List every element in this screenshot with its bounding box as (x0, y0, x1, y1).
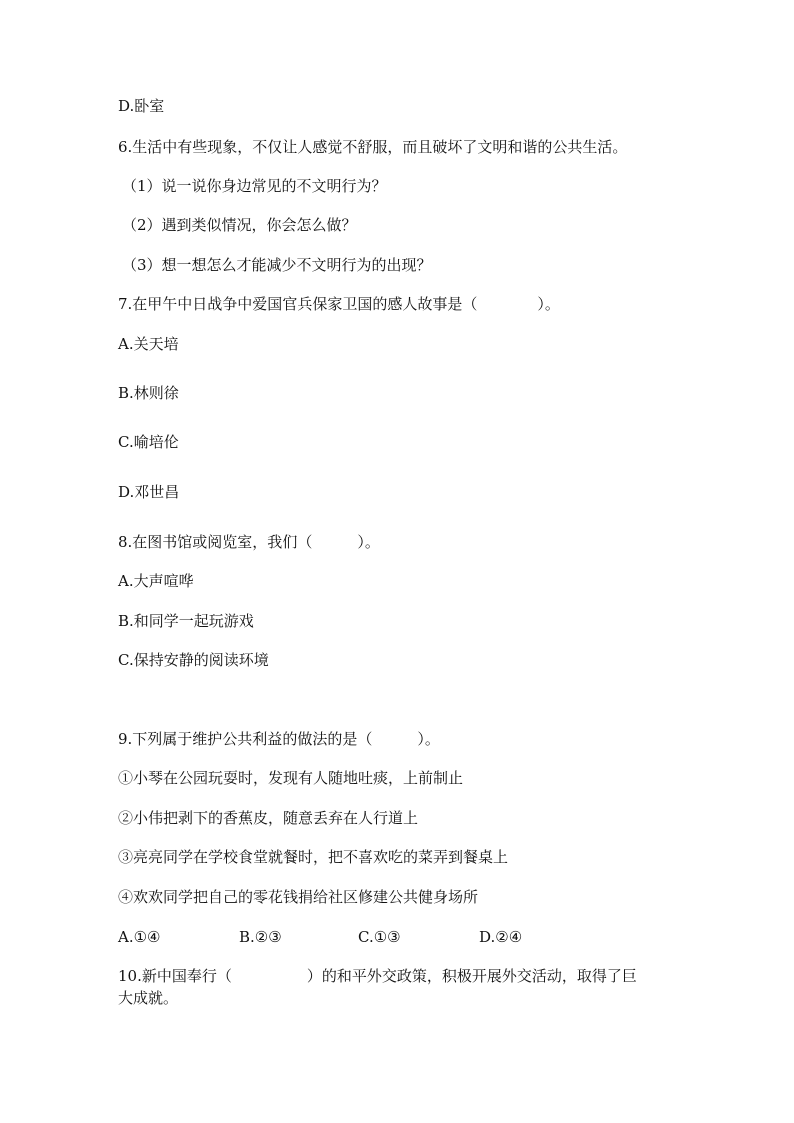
q8-option-b: B.和同学一起玩游戏 (118, 612, 254, 630)
q8-option-c: C.保持安静的阅读环境 (118, 651, 269, 669)
q7-option-a: A.关天培 (118, 335, 179, 353)
q9-item-3: ③亮亮同学在学校食堂就餐时，把不喜欢吃的菜弄到餐桌上 (118, 848, 509, 866)
q8-question: 8.在图书馆或阅览室，我们（ ）。 (118, 533, 380, 551)
q9-option-b: B.②③ (239, 928, 282, 946)
q9-question: 9.下列属于维护公共利益的做法的是（ ）。 (118, 730, 440, 748)
q5-option-d: D.卧室 (118, 97, 165, 115)
q8-option-a: A.大声喧哗 (118, 572, 194, 590)
q6-sub-3: （3）想一想怎么才能减少不文明行为的出现？ (122, 256, 432, 274)
q10-question-line2: 大成就。 (118, 989, 179, 1007)
q9-option-a: A.①④ (118, 928, 161, 946)
q7-option-b: B.林则徐 (118, 384, 179, 402)
q9-item-1: ①小琴在公园玩耍时，发现有人随地吐痰，上前制止 (118, 769, 464, 787)
q6-sub-1: （1）说一说你身边常见的不文明行为？ (122, 177, 387, 195)
q9-option-c: C.①③ (358, 928, 401, 946)
q10-question-line1: 10.新中国奉行（ ）的和平外交政策，积极开展外交活动，取得了巨 (118, 967, 637, 985)
q7-option-c: C.喻培伦 (118, 433, 179, 451)
q6-question: 6.生活中有些现象，不仅让人感觉不舒服，而且破坏了文明和谐的公共生活。 (118, 138, 628, 156)
q9-item-4: ④欢欢同学把自己的零花钱捐给社区修建公共健身场所 (118, 888, 479, 906)
q6-sub-2: （2）遇到类似情况，你会怎么做？ (122, 216, 357, 234)
q7-option-d: D.邓世昌 (118, 483, 180, 501)
q9-option-d: D.②④ (479, 928, 523, 946)
q7-question: 7.在甲午中日战争中爱国官兵保家卫国的感人故事是（ ）。 (118, 295, 560, 313)
q9-item-2: ②小伟把剥下的香蕉皮，随意丢弃在人行道上 (118, 809, 419, 827)
